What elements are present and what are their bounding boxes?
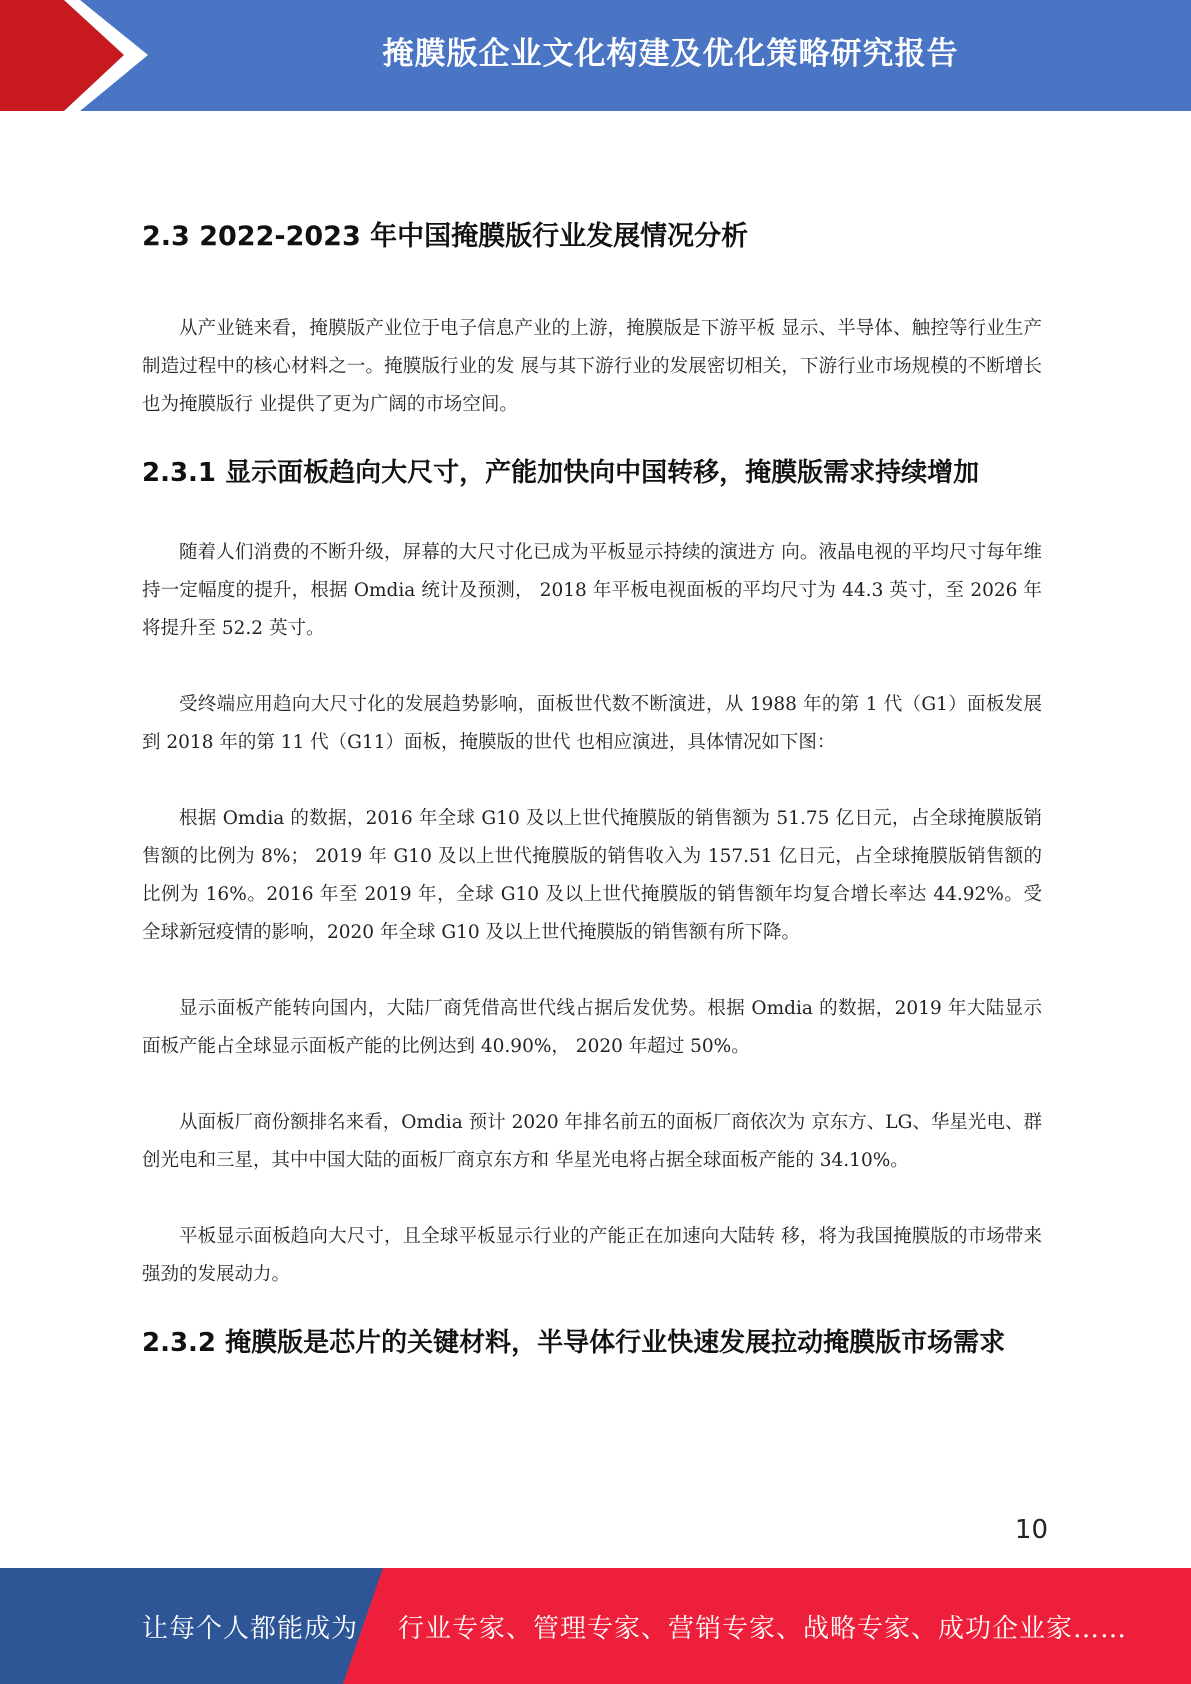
subsection-heading-2-3-2: 2.3.2 掩膜版是芯片的关键材料，半导体行业快速发展拉动掩膜版市场需求 — [142, 1328, 1006, 1358]
section-heading: 2.3 2022-2023 年中国掩膜版行业发展情况分析 — [142, 221, 749, 252]
header-chevron-decoration — [0, 0, 160, 111]
body-paragraph: 从面板厂商份额排名来看，Omdia 预计 2020 年排名前五的面板厂商依次为 京东方、LG、华星光电、群创光电和三星，其中中国大陆的面板厂商京东方和 华星光电将占据全球面板产能的 34.10%。 — [142, 1112, 1042, 1171]
page-content — [142, 200, 1042, 1362]
body-paragraph: 随着人们消费的不断升级，屏幕的大尺寸化已成为平板显示持续的演进方 向。液晶电视的平均尺寸每年维持一定幅度的提升，根据 Omdia 统计及预测， 2018 年平板电视面板的平均尺寸为 44.3 英寸，至 2026 年将提升至 52.2 英寸。 — [142, 542, 1042, 639]
page-number: 10 — [1014, 1515, 1048, 1545]
footer-slogan-right: 行业专家、管理专家、营销专家、战略专家、成功企业家…… — [398, 1613, 1128, 1644]
subsection-heading-2-3-1: 2.3.1 显示面板趋向大尺寸，产能加快向中国转移，掩膜版需求持续增加 — [142, 458, 980, 488]
body-paragraph: 平板显示面板趋向大尺寸，且全球平板显示行业的产能正在加速向大陆转 移，将为我国掩膜版的市场带来强劲的发展动力。 — [142, 1226, 1042, 1285]
report-title: 掩膜版企业文化构建及优化策略研究报告 — [382, 35, 959, 72]
body-paragraph: 显示面板产能转向国内，大陆厂商凭借高世代线占据后发优势。根据 Omdia 的数据，2019 年大陆显示面板产能占全球显示面板产能的比例达到 40.90%， 2020 年超过 50%。 — [142, 998, 1042, 1057]
page-header — [0, 0, 1191, 111]
intro-paragraph: 从产业链来看，掩膜版产业位于电子信息产业的上游，掩膜版是下游平板 显示、半导体、触控等行业生产制造过程中的核心材料之一。掩膜版行业的发 展与其下游行业的发展密切相关，下游行业市场规模的不断增长也为掩膜版行 业提供了更为广阔的市场空间。 — [142, 318, 1042, 415]
page-footer — [0, 1568, 1191, 1684]
body-paragraph: 根据 Omdia 的数据，2016 年全球 G10 及以上世代掩膜版的销售额为 51.75 亿日元，占全球掩膜版销售额的比例为 8%； 2019 年 G10 及以上世代掩膜版的销售收入为 157.51 亿日元，占全球掩膜版销售额的比例为 16%。2016 年至 2019 年，全球 G10 及以上世代掩膜版的销售额年均复合增长率达 44.92%。受 全球新冠疫情的影响，2020 年全球 G10 及以上世代掩膜版的销售额有所下降。 — [142, 808, 1042, 943]
footer-slogan-left: 让每个人都能成为 — [142, 1613, 359, 1644]
body-paragraph: 受终端应用趋向大尺寸化的发展趋势影响，面板世代数不断演进，从 1988 年的第 1 代（G1）面板发展到 2018 年的第 11 代（G11）面板，掩膜版的世代 也相应演进，具体情况如下图： — [142, 694, 1042, 753]
